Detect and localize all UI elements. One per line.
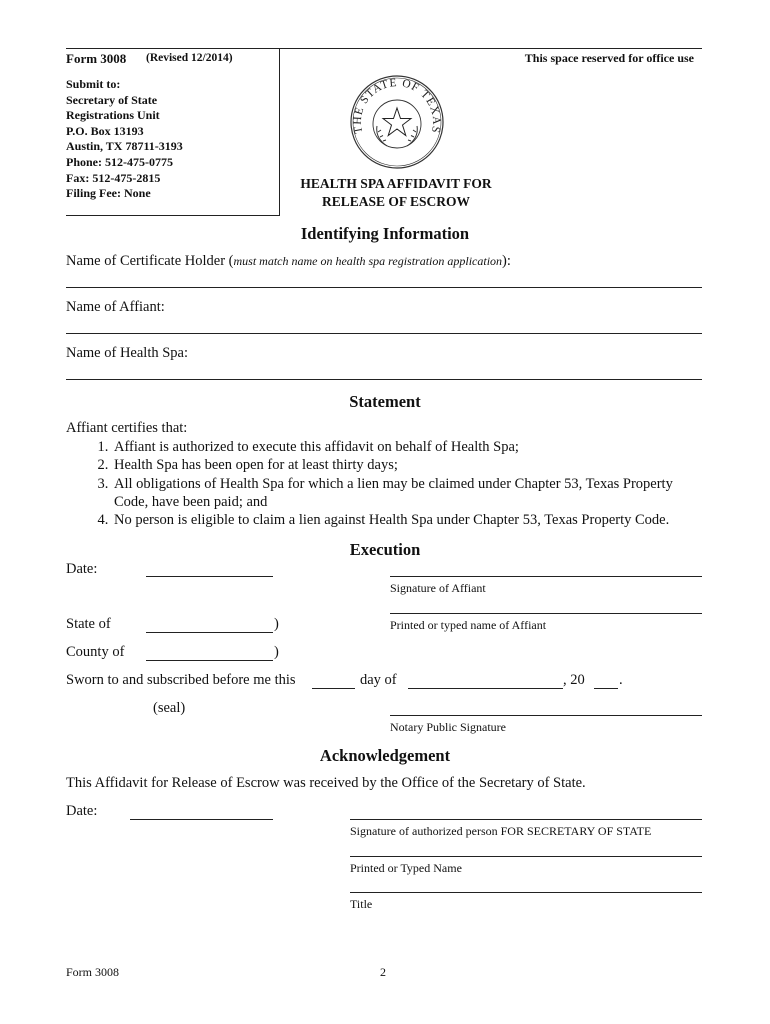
sos-title-caption: Title bbox=[350, 897, 373, 911]
form-title-line2: RELEASE OF ESCROW bbox=[321, 194, 471, 209]
submit-to-line: P.O. Box 13193 bbox=[66, 123, 144, 138]
header-bottom-rule bbox=[66, 215, 280, 216]
form-title-line1: HEALTH SPA AFFIDAVIT FOR bbox=[300, 176, 492, 191]
sos-signature-caption: Signature of authorized person FOR SECRETARY OF STATE bbox=[350, 824, 652, 838]
footer-page-number: 2 bbox=[380, 965, 386, 979]
sworn-period: . bbox=[619, 672, 623, 688]
submit-to-line: Submit to: bbox=[66, 77, 121, 91]
identifying-heading: Identifying Information bbox=[300, 224, 470, 243]
affiant-printed-name-field[interactable] bbox=[390, 613, 702, 614]
statement-heading: Statement bbox=[349, 392, 421, 411]
acknowledgement-text: This Affidavit for Release of Escrow was received by the Office of the Secretary of State. bbox=[66, 775, 586, 791]
execution-date-label: Date: bbox=[66, 561, 98, 577]
submit-to-line: Secretary of State bbox=[66, 92, 158, 107]
statement-list-block bbox=[66, 438, 702, 529]
affiant-name-field[interactable] bbox=[66, 333, 702, 334]
footer-form-number: Form 3008 bbox=[66, 965, 120, 979]
health-spa-name-field[interactable] bbox=[66, 379, 702, 380]
state-paren: ) bbox=[274, 616, 279, 632]
affiant-label: Name of Affiant: bbox=[66, 299, 165, 315]
sos-printed-name-caption: Printed or Typed Name bbox=[350, 861, 462, 875]
statement-intro: Affiant certifies that: bbox=[66, 420, 188, 436]
office-use-note: This space reserved for office use bbox=[524, 51, 694, 65]
sworn-year-field[interactable] bbox=[594, 688, 618, 689]
county-paren: ) bbox=[274, 644, 279, 660]
day-of-label: day of bbox=[360, 672, 397, 688]
form-number: Form 3008 bbox=[66, 51, 127, 66]
statement-item: 2. Health Spa has been open for at least thirty days; bbox=[112, 456, 702, 474]
submit-to-line: Fax: 512-475-2815 bbox=[66, 170, 161, 185]
seal-text: THE STATE OF TEXAS bbox=[351, 76, 443, 135]
affiant-signature-field[interactable] bbox=[390, 576, 702, 577]
submit-to-line: Phone: 512-475-0775 bbox=[66, 154, 173, 169]
acknowledgement-heading: Acknowledgement bbox=[319, 746, 451, 765]
submit-to-block bbox=[66, 77, 183, 202]
revised-date: (Revised 12/2014) bbox=[146, 52, 233, 64]
sworn-month-field[interactable] bbox=[408, 688, 563, 689]
statement-item: 4. No person is eligible to claim a lien against Health Spa under Chapter 53, Texas Property Code. bbox=[112, 511, 702, 529]
svg-text:THE STATE OF TEXAS bbox=[352, 77, 442, 135]
statement-list bbox=[66, 438, 702, 529]
acknowledgement-date-label: Date: bbox=[66, 803, 98, 819]
year-prefix: , 20 bbox=[563, 672, 585, 688]
state-field[interactable] bbox=[146, 632, 273, 633]
acknowledgement-date-field[interactable] bbox=[130, 819, 273, 820]
seal-label: (seal) bbox=[153, 700, 186, 716]
certificate-holder-field[interactable] bbox=[66, 287, 702, 288]
submit-to-line: Filing Fee: None bbox=[66, 186, 151, 201]
county-field[interactable] bbox=[146, 660, 273, 661]
notary-signature-caption: Notary Public Signature bbox=[390, 720, 506, 734]
header-top-rule bbox=[66, 48, 702, 49]
notary-signature-field[interactable] bbox=[390, 715, 702, 716]
sos-printed-name-field[interactable] bbox=[350, 856, 702, 857]
execution-heading: Execution bbox=[349, 540, 421, 559]
statement-item: 3. All obligations of Health Spa for which a lien may be claimed under Chapter 53, Texas Property Code, have been paid; and bbox=[112, 475, 702, 512]
state-label: State of bbox=[66, 616, 111, 632]
certificate-holder-close: ): bbox=[502, 253, 511, 269]
health-spa-label: Name of Health Spa: bbox=[66, 345, 189, 361]
sos-signature-field[interactable] bbox=[350, 819, 702, 820]
sworn-text: Sworn to and subscribed before me this bbox=[66, 672, 296, 688]
certificate-holder-label-text: Name of Certificate Holder ( bbox=[66, 253, 234, 269]
sos-title-field[interactable] bbox=[350, 892, 702, 893]
execution-date-field[interactable] bbox=[146, 576, 273, 577]
submit-to-line: Registrations Unit bbox=[66, 108, 160, 123]
sworn-day-field[interactable] bbox=[312, 688, 355, 689]
texas-state-seal bbox=[349, 74, 445, 170]
signature-affiant-caption: Signature of Affiant bbox=[390, 581, 486, 595]
certificate-holder-label bbox=[66, 253, 511, 270]
statement-item: 1. Affiant is authorized to execute this affidavit on behalf of Health Spa; bbox=[112, 438, 702, 456]
certificate-holder-note: must match name on health spa registration application bbox=[233, 254, 503, 268]
county-label: County of bbox=[66, 644, 125, 660]
submit-to-line: Austin, TX 78711-3193 bbox=[66, 139, 183, 154]
seal-icon bbox=[349, 74, 445, 170]
printed-name-affiant-caption: Printed or typed name of Affiant bbox=[390, 618, 547, 632]
